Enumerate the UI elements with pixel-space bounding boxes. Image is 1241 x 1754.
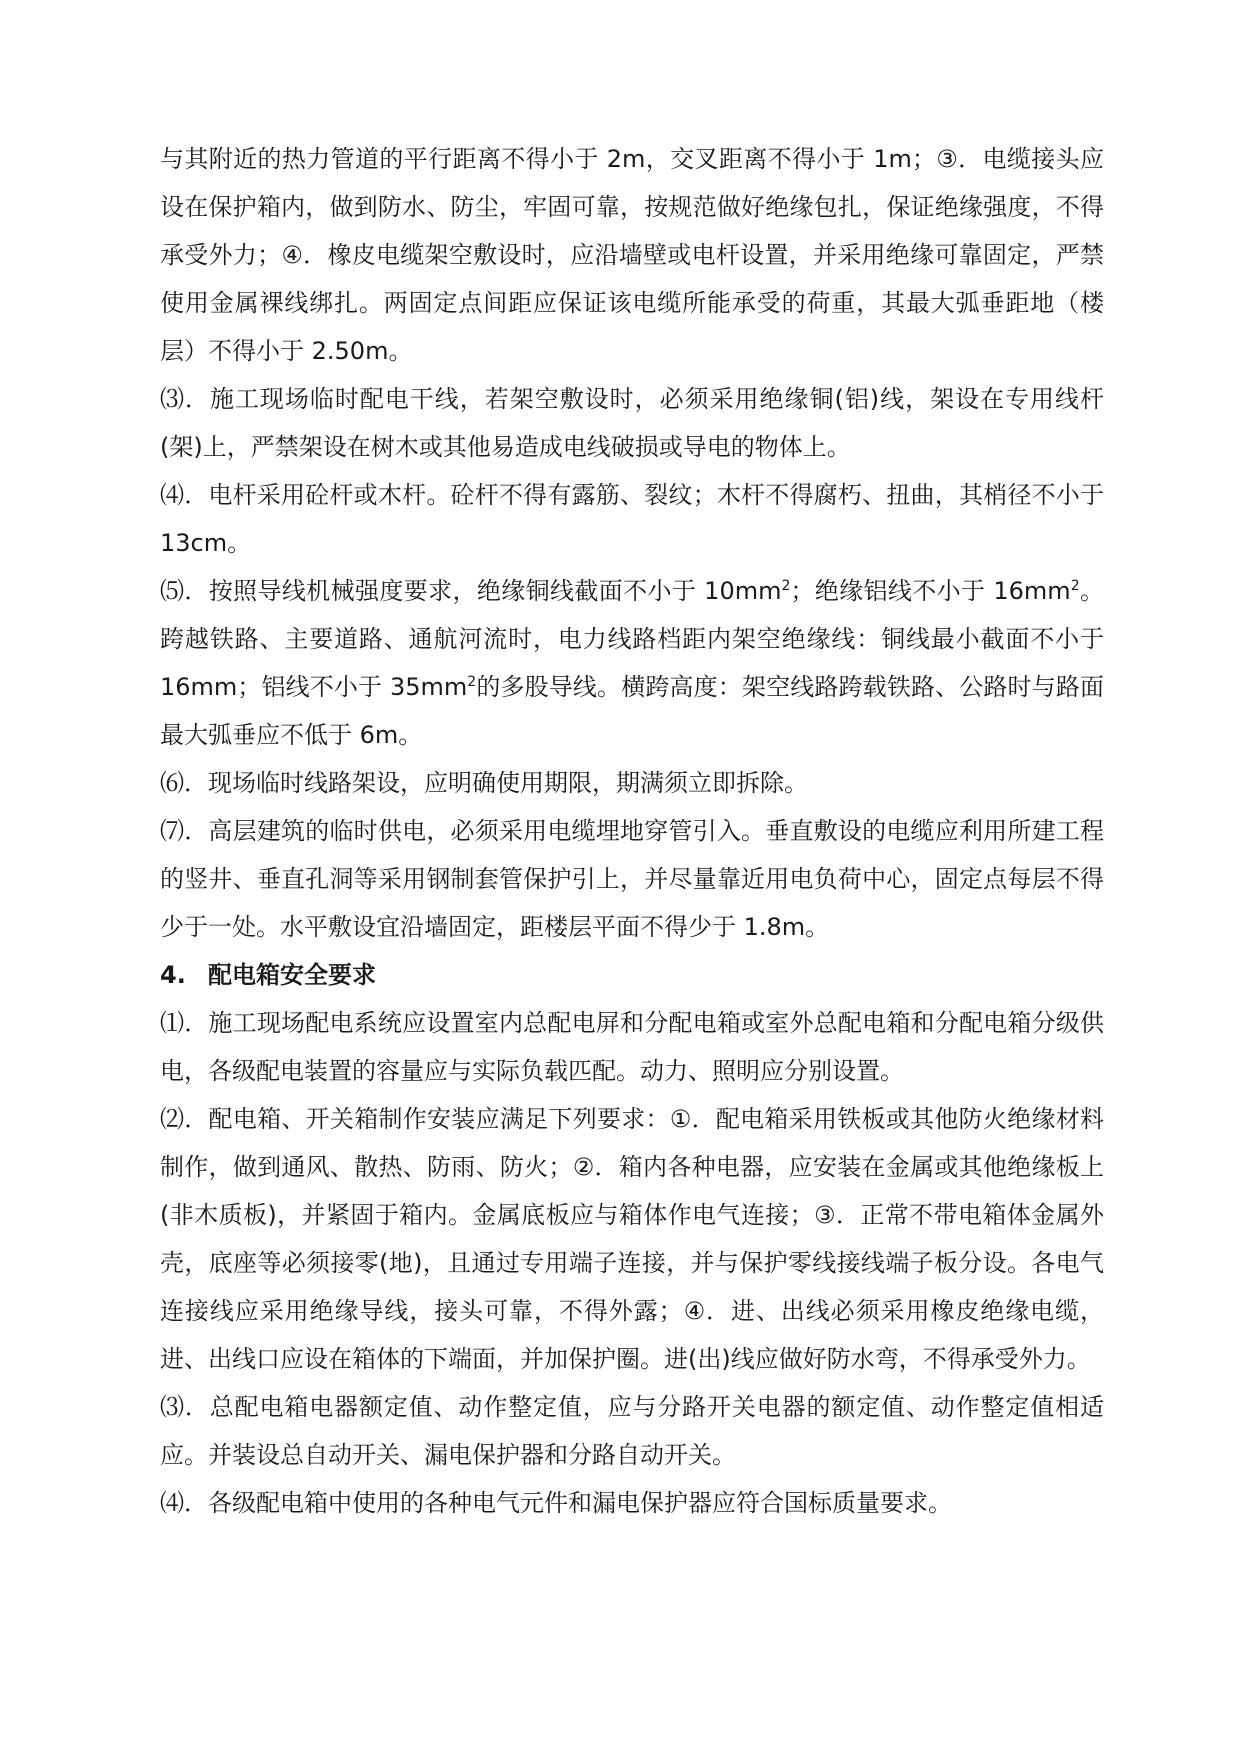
superscript: 2	[781, 578, 791, 594]
paragraph-box-item-1: ⑴．施工现场配电系统应设置室内总配电屏和分配电箱或室外总配电箱和分配电箱分级供电，各级配电装置的容量应与实际负载匹配。动力、照明应分别设置。	[160, 1009, 1104, 1085]
paragraph-box-item-3: ⑶．总配电箱电器额定值、动作整定值，应与分路开关电器的额定值、动作整定值相适应。并装设总自动开关、漏电保护器和分路自动开关。	[160, 1393, 1104, 1469]
section-number: 4.	[160, 961, 186, 989]
superscript: 2	[1070, 578, 1080, 594]
superscript: 2	[467, 674, 477, 690]
text-segment: ⑸．按照导线机械强度要求，绝缘铜线截面不小于 10mm	[160, 577, 782, 605]
paragraph-box-item-2: ⑵．配电箱、开关箱制作安装应满足下列要求：①．配电箱采用铁板或其他防火绝缘材料制作，做到通风、散热、防雨、防火；②．箱内各种电器，应安装在金属或其他绝缘板上(非木质板)，并紧固于箱内。金属底板应与箱体作电气连接；③．正常不带电箱体金属外壳，底座等必须接零(地)，且通过专用端子连接，并与保护零线接线端子板分设。各电气连接线应采用绝缘导线，接头可靠，不得外露；④．进、出线必须采用橡皮绝缘电缆，进、出线口应设在箱体的下端面，并加保护圈。进(出)线应做好防水弯，不得承受外力。	[160, 1105, 1104, 1373]
text-segment: ；绝缘铝线不小于 16mm	[790, 577, 1071, 605]
section-heading	[160, 951, 1104, 999]
paragraph-item-5-conductor-strength	[160, 567, 1104, 759]
document-page	[160, 135, 1104, 1527]
text-segment: 的多股导线。横跨高度：架空线路跨载铁路、公路时与路面最大弧垂应不低于 6m。	[160, 673, 1104, 749]
paragraph-item-4-poles: ⑷．电杆采用砼杆或木杆。砼杆不得有露筋、裂纹；木杆不得腐朽、扭曲，其梢径不小于 13cm。	[160, 481, 1104, 557]
paragraph-item-7-high-rise-power: ⑺．高层建筑的临时供电，必须采用电缆埋地穿管引入。垂直敷设的电缆应利用所建工程的竖井、垂直孔洞等采用钢制套管保护引上，并尽量靠近用电负荷中心，固定点每层不得少于一处。水平敷设宜沿墙固定，距楼层平面不得少于 1.8m。	[160, 817, 1104, 941]
paragraph-item-6-temporary-lines: ⑹．现场临时线路架设，应明确使用期限，期满须立即拆除。	[160, 769, 808, 797]
paragraph-box-item-4: ⑷．各级配电箱中使用的各种电气元件和漏电保护器应符合国标质量要求。	[160, 1489, 952, 1517]
section-title: 配电箱安全要求	[208, 961, 376, 989]
text-segment: 。跨越铁路、主要道路、通航河流时，电力线路档距内架空绝缘线：铜线最小截面不小于 16mm；铝线不小于 35mm	[160, 577, 1104, 701]
paragraph-cable-requirements-continued: 与其附近的热力管道的平行距离不得小于 2m，交叉距离不得小于 1m；③．电缆接头应设在保护箱内，做到防水、防尘，牢固可靠，按规范做好绝缘包扎，保证绝缘强度，不得承受外力；④．橡皮电缆架空敷设时，应沿墙壁或电杆设置，并采用绝缘可靠固定，严禁使用金属裸线绑扎。两固定点间距应保证该电缆所能承受的荷重，其最大弧垂距地（楼层）不得小于 2.50m。	[160, 145, 1104, 365]
paragraph-item-3-overhead-lines: ⑶．施工现场临时配电干线，若架空敷设时，必须采用绝缘铜(铝)线，架设在专用线杆(架)上，严禁架设在树木或其他易造成电线破损或导电的物体上。	[160, 385, 1104, 461]
